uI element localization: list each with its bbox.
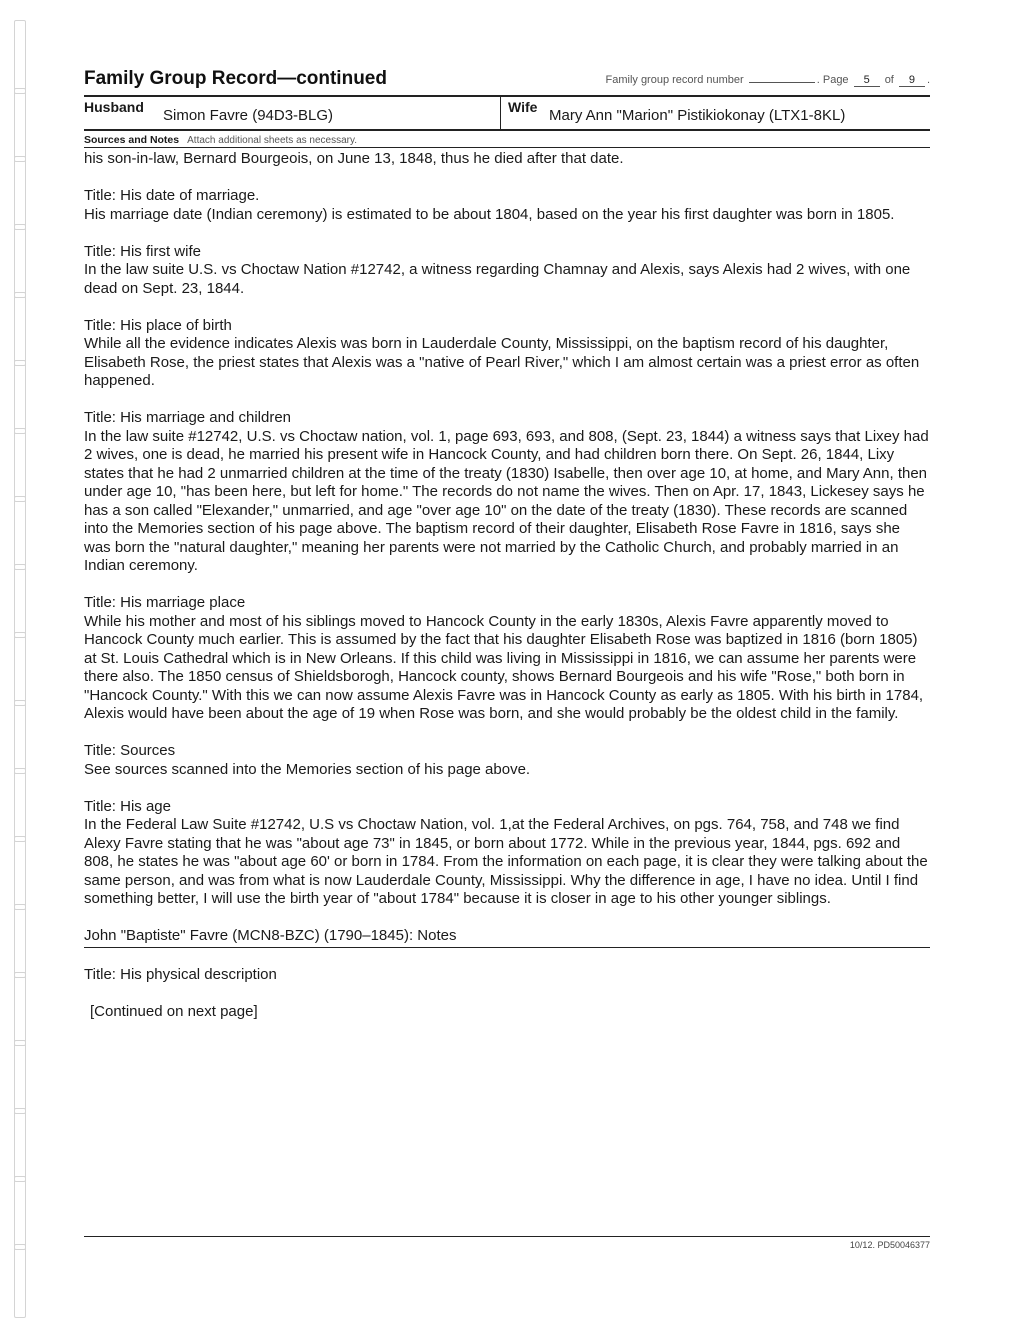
form-header (84, 66, 930, 94)
binder-hole (14, 20, 26, 94)
section-body: His marriage date (Indian ceremony) is estimated to be about 1804, based on the year his first daughter was born in 1805. (84, 205, 895, 223)
section-body: While his mother and most of his siblings moved to Hancock County in the early 1830s, Alexis Favre apparently moved to Hancock County much earlier. This is assumed by the fact that his daughter Elisabeth Rose was baptized in 1816 (born 1805) at St. Louis Cathedral which is in New Orleans. If this child was living in Mississippi in 1816, we can assume her parents were there also. The 1850 census of Shieldsborogh, Hancock county, shows Bernard Bourgeois and his wife "Rose," both born in "Hancock County." With this we can now assume Alexis Favre was in Hancock County as early as 1805. With his birth in 1784, Alexis would have been about the age of 19 when Rose was born, and she would probably be the oldest child in the family. (84, 612, 924, 722)
page-of-label: of (884, 74, 894, 86)
binder-hole (14, 292, 26, 366)
record-number-area: Family group record number . Page 5 of 9 . (605, 74, 930, 86)
wife-label: Wife (508, 99, 538, 115)
section-title: Title: His age (84, 797, 171, 815)
binder-hole (14, 1108, 26, 1182)
section-title: Title: His first wife (84, 242, 201, 260)
section-title: Title: His physical description (84, 966, 277, 983)
section-title: Title: Sources (84, 742, 176, 759)
section-body: In the Federal Law Suite #12742, U.S vs Choctaw Nation, vol. 1,at the Federal Archives, on pgs. 764, 758, and 748 we find Alexy Favre stating that he was "about age 73" in 1845, or born about 1772. While in the previous year, 1844, pgs. 692 and 808, he states he was "about age 60' or born in 1784. From the information on each page, it is clear they were talking about the same person, and was from what is now Lauderdale County, Mississippi. Why the difference in age, I have no idea. Until I find something better, I will use the birth year of "about 1784" because it is closer in age to his other younger siblings. (84, 816, 928, 907)
record-number-label: Family group record number (605, 74, 744, 86)
binder-hole (14, 156, 26, 230)
section-body: In the law suite #12742, U.S. vs Choctaw nation, vol. 1, page 693, 693, and 808, (Sept. 23, 1844) a witness says that Lixey had 2 wives, one is dead, he married his present wife in Hancock County, and had children born there. On Sept. 26, 1844, Lixy states that he had 2 unmarried children at the time of the treaty (1830) Isabelle, then over age 10, at home, and Mary Ann, then under age 10, "has been here, but left for home." The records do not name the wives. Then on Apr. 17, 1843, Lickesey says he has a son called "Elexander," unmarried, and age "over age 10" on the date of the treaty (1830). These records are scanned into the Memories section of his page above. The baptism record of their daughter, Elisabeth Rose Favre in 1816, says she was born the "natural daughter," meaning her parents were not married by the Catholic Church, and probably married in an Indian ceremony. (84, 427, 929, 574)
section-body: While all the evidence indicates Alexis was born in Lauderdale County, Mississippi, on the baptism record of his daughter, Elisabeth Rose, the priest states that Alexis was a "native of Pearl River," which I am almost certain was a priest error as often happened. (84, 335, 920, 389)
binder-hole (14, 972, 26, 1046)
sources-notes-header (84, 134, 357, 146)
section-body: See sources scanned into the Memories section of his page above. (84, 760, 531, 778)
section-title: Title: His marriage place (84, 594, 246, 611)
footer-code: 10/12. PD50046377 (849, 1240, 930, 1250)
binder-hole (14, 1040, 26, 1114)
binder-hole (14, 564, 26, 638)
sources-sublabel: Attach additional sheets as necessary. (187, 135, 358, 146)
section-title: Title: His marriage and children (84, 409, 292, 426)
husband-name: Simon Favre (94D3-BLG) (163, 107, 334, 124)
binder-hole (14, 632, 26, 706)
binder-hole (14, 700, 26, 774)
record-number-field (749, 82, 815, 83)
continued-note: [Continued on next page] (90, 1003, 258, 1020)
sources-label: Sources and Notes (84, 134, 180, 146)
binder-hole (14, 428, 26, 502)
sources-rule (84, 147, 930, 148)
binder-hole (14, 88, 26, 162)
binder-hole (14, 1244, 26, 1318)
page-total: 9 (899, 74, 925, 87)
spouse-divider (500, 97, 501, 129)
page-current: 5 (854, 74, 880, 87)
section-title: Title: His place of birth (84, 316, 232, 334)
notes-heading: John "Baptiste" Favre (MCN8-BZC) (1790–1845): Notes (84, 927, 930, 948)
binder-hole (14, 496, 26, 570)
intro-text: his son-in-law, Bernard Bourgeois, on June 13, 1848, thus he died after that date. (84, 150, 624, 167)
form-title: Family Group Record—continued (84, 68, 387, 89)
binder-hole (14, 360, 26, 434)
page-label: Page (822, 74, 849, 86)
binder-hole (14, 1176, 26, 1250)
section-body: In the law suite U.S. vs Choctaw Nation #12742, a witness regarding Chamnay and Alexis, says Alexis had 2 wives, with one dead on Sept. 23, 1844. (84, 261, 911, 297)
husband-label: Husband (84, 99, 144, 115)
binder-hole (14, 836, 26, 910)
binder-hole (14, 904, 26, 978)
binder-hole (14, 768, 26, 842)
spouse-row (84, 97, 930, 129)
spouse-rule (84, 129, 930, 131)
wife-name: Mary Ann "Marion" Pistikiokonay (LTX1-8KL) (549, 107, 846, 124)
binder-hole (14, 224, 26, 298)
footer-rule (84, 1236, 930, 1237)
section-title: Title: His date of marriage. (84, 187, 260, 204)
notes-content (84, 150, 930, 1022)
